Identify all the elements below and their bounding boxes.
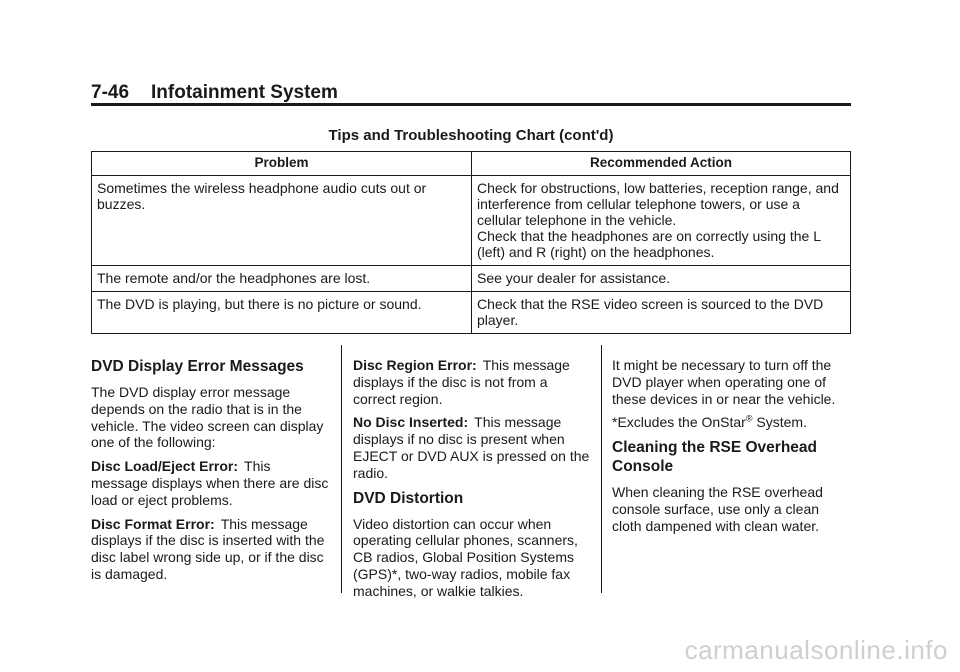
action-line: See your dealer for assistance. <box>477 270 670 286</box>
table-row <box>92 176 851 266</box>
definition-term: Disc Load/Eject Error: <box>91 458 239 475</box>
definition-item <box>91 458 331 508</box>
page-header <box>91 82 851 104</box>
footnote-suffix: System. <box>752 414 807 431</box>
definition-item <box>353 357 593 407</box>
paragraph-distortion: Video distortion can occur when operating cellular phones, scanners, CB radios, Global Position Systems (GPS)*, two-way radios, mobile fax machines, or walkie talkies. <box>353 515 578 599</box>
column-divider <box>601 345 602 593</box>
action-cell <box>472 292 851 334</box>
paragraph-cleaning: When cleaning the RSE overhead console surface, use only a clean cloth dampened with clean water. <box>612 484 823 534</box>
definition-text: This message displays if the disc is inserted with the disc label wrong side up, or if the disc is damaged. <box>91 515 325 582</box>
column-3 <box>612 357 852 542</box>
definition-text: This message displays when there are disc load or eject problems. <box>91 458 329 508</box>
problem-cell: Sometimes the wireless headphone audio cuts out or buzzes. <box>92 176 472 266</box>
action-line: Check for obstructions, low batteries, reception range, and interference from cellular telephone towers, or use a cellular telephone in the vehicle. <box>477 180 839 228</box>
action-line: Check that the headphones are on correctly using the L (left) and R (right) on the headphones. <box>477 228 821 260</box>
column-1 <box>91 357 331 590</box>
column-header-problem: Problem <box>92 152 472 176</box>
footnote <box>612 414 852 431</box>
section-heading-dvd-distortion: DVD Distortion <box>353 489 464 507</box>
section-title: Infotainment System <box>151 82 338 103</box>
watermark: carmanualsonline.info <box>684 635 948 665</box>
section-heading-cleaning: Cleaning the RSE Overhead Console <box>612 439 817 476</box>
column-header-action: Recommended Action <box>472 152 851 176</box>
table-row <box>92 292 851 334</box>
troubleshooting-table <box>91 151 851 334</box>
footnote-prefix: *Excludes the OnStar <box>612 414 746 431</box>
definition-item <box>91 516 331 583</box>
problem-cell: The DVD is playing, but there is no picture or sound. <box>92 292 472 334</box>
definition-term: Disc Format Error: <box>91 515 215 532</box>
header-rule <box>91 103 851 106</box>
definition-term: Disc Region Error: <box>353 357 477 373</box>
header-text <box>91 82 851 104</box>
column-2 <box>353 357 593 607</box>
table-header-row <box>92 152 851 176</box>
action-line: Check that the RSE video screen is sourced to the DVD player. <box>477 296 824 328</box>
paragraph-intro: The DVD display error message depends on the radio that is in the vehicle. The video screen can display one of the following: <box>91 384 324 451</box>
definition-term: No Disc Inserted: <box>353 414 469 431</box>
definition-text: This message displays if no disc is present when EJECT or DVD AUX is pressed on the radio. <box>353 414 590 481</box>
paragraph-turn-off: It might be necessary to turn off the DVD player when operating one of these devices in or near the vehicle. <box>612 357 836 407</box>
table-row <box>92 266 851 292</box>
definition-text: This message displays if the disc is not from a correct region. <box>353 357 570 407</box>
action-cell <box>472 176 851 266</box>
table-title: Tips and Troubleshooting Chart (cont'd) <box>328 127 614 144</box>
registered-mark: ® <box>745 413 753 424</box>
action-cell <box>472 266 851 292</box>
page-number: 7-46 <box>91 82 130 103</box>
problem-cell: The remote and/or the headphones are lost. <box>92 266 472 292</box>
column-divider <box>341 345 342 593</box>
section-heading-error-messages: DVD Display Error Messages <box>91 358 304 375</box>
definition-item <box>353 414 593 481</box>
